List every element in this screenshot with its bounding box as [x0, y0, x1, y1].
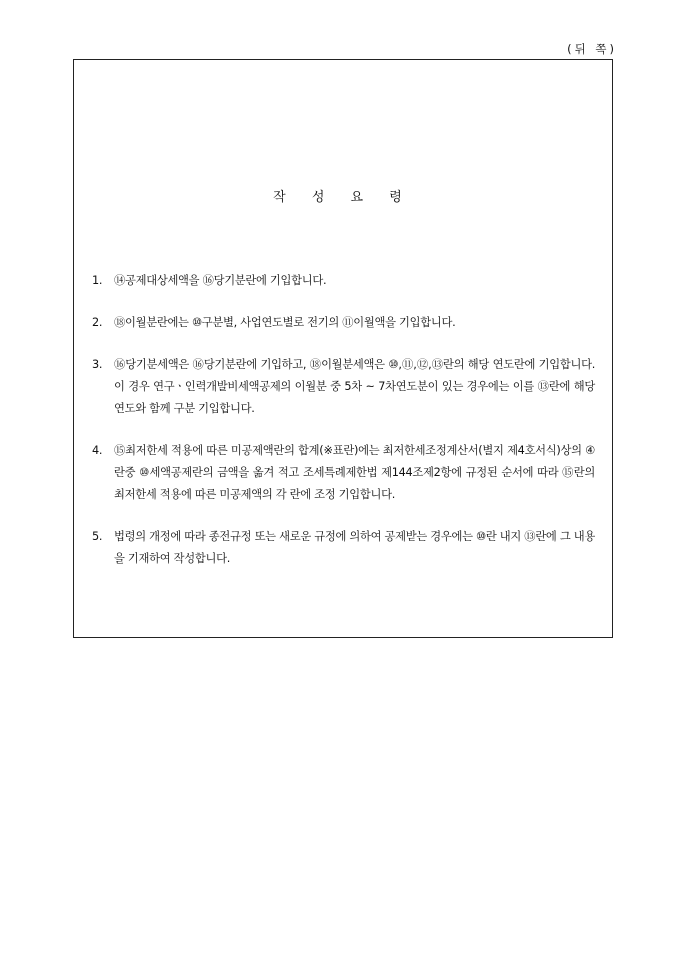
instruction-item-1 [92, 270, 595, 292]
instructions-title: 작 성 요 령 [273, 190, 413, 205]
item-number: 5. [92, 530, 103, 543]
item-number: 3. [92, 358, 103, 371]
item-number: 4. [92, 444, 103, 457]
item-text: ⑱이월분란에는 ⑩구분별, 사업연도별로 전기의 ⑪이월액을 기입합니다. [114, 316, 456, 329]
item-text: ⑮최저한세 적용에 따른 미공제액란의 합계(※표란)에는 최저한세조정계산서(별지 제4호서식)상의 ④란중 ⑩세액공제란의 금액을 옮겨 적고 조세특례제한법 제144조제2항에 규정된 순서에 따라 ⑮란의 최저한세 적용에 따른 미공제액의 각 란에 조정 기입합니다. [114, 444, 595, 501]
item-number: 2. [92, 316, 103, 329]
instruction-item-3 [92, 354, 595, 420]
instruction-item-4 [92, 440, 595, 506]
instruction-item-5 [92, 526, 595, 570]
instructions-list [92, 270, 595, 590]
instruction-item-2 [92, 312, 595, 334]
item-text: 법령의 개정에 따라 종전규정 또는 새로운 규정에 의하여 공제받는 경우에는 ⑩란 내지 ⑬란에 그 내용을 기재하여 작성합니다. [114, 530, 595, 565]
item-text: ⑯당기분세액은 ⑯당기분란에 기입하고, ⑱이월분세액은 ⑩,⑪,⑫,⑬란의 해당 연도란에 기입합니다. 이 경우 연구ㆍ인력개발비세액공제의 이월분 중 5차 ~ 7차연도분이 있는 경우에는 이를 ⑬란에 해당 연도와 함께 구분 기입합니다. [114, 358, 595, 415]
instructions-box [73, 59, 613, 638]
item-text: ⑭공제대상세액을 ⑯당기분란에 기입합니다. [114, 274, 327, 287]
page-side-label: (뒤 쪽) [567, 42, 617, 56]
item-number: 1. [92, 274, 103, 287]
